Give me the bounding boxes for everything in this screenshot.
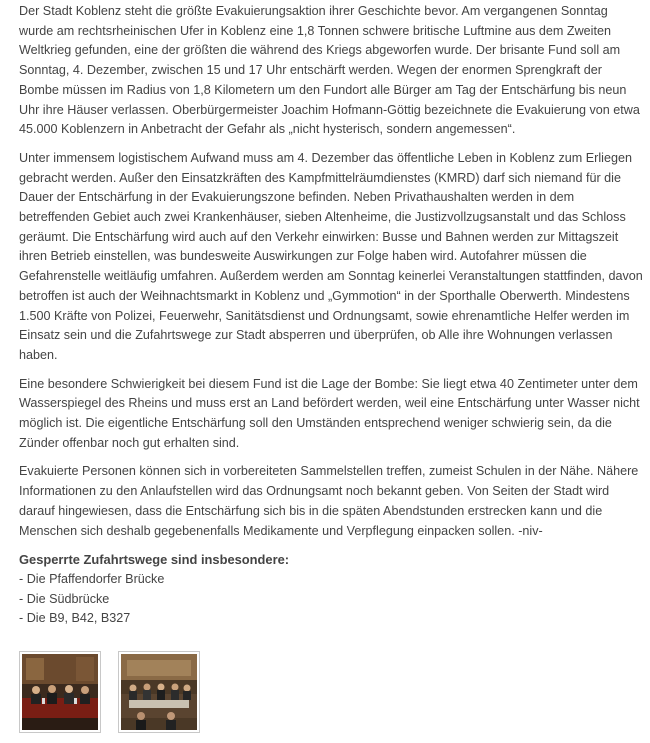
- photo-thumbnail-meeting-room-icon: [121, 654, 197, 730]
- closed-roads-list: [19, 570, 643, 629]
- article-body: [19, 2, 643, 629]
- article-paragraph-4: Evakuierte Personen können sich in vorbereiteten Sammelstellen treffen, zumeist Schulen in der Nähe. Nähere Informationen zu den Anlaufstellen wird das Ordnungsamt noch bekannt geben. Von Seiten der Stadt wird darauf hingewiesen, dass die Entschärfung sich bis in die späten Abendstunden erstrecken kann und die Menschen sich deshalb gegebenenfalls Medikamente und Verpflegung einpacken sollen. -niv-: [19, 464, 639, 538]
- photo-gallery: [19, 651, 200, 733]
- photo-thumbnail-2[interactable]: [118, 651, 200, 733]
- closed-road-item: - Die Südbrücke: [19, 591, 110, 606]
- closed-road-item: - Die B9, B42, B327: [19, 611, 131, 626]
- photo-thumbnail-press-conference-icon: [22, 654, 98, 730]
- article-paragraph-3: Eine besondere Schwierigkeit bei diesem Fund ist die Lage der Bombe: Sie liegt etwa 40 Zentimeter unter dem Wasserspiegel des Rheins und muss erst an Land befördert werden, weil eine Entschärfung unter Wasser nicht möglich ist. Die eigentliche Entschärfung soll den Umständen entsprechend weniger schwierig sein, da die Zünder offenbar noch gut erhalten sind.: [19, 376, 640, 450]
- photo-thumbnail-1[interactable]: [19, 651, 101, 733]
- closed-roads-heading: Gesperrte Zufahrtswege sind insbesondere:: [19, 552, 290, 568]
- closed-road-item: - Die Pfaffendorfer Brücke: [19, 571, 165, 586]
- article-paragraph-1: Der Stadt Koblenz steht die größte Evakuierungsaktion ihrer Geschichte bevor. Am vergangenen Sonntag wurde am rechtsrheinischen Ufer in Koblenz eine 1,8 Tonnen schwere britische Luftmine aus dem Zweiten Weltkrieg gefunden, eine der größten die während des Kriegs abgeworfen wurde. Der brisante Fund soll am Sonntag, 4. Dezember, zwischen 15 und 17 Uhr entschärft werden. Wegen der enormen Sprengkraft der Bombe müssen im Radius von 1,8 Kilometern um den Fundort alle Bürger am Tag der Entschärfung bis neun Uhr ihre Häuser verlassen. Oberbürgermeister Joachim Hofmann-Göttig bezeichnete die Evakuierung von etwa 45.000 Koblenzern in Anbetracht der Gefahr als „nicht hysterisch, sondern angemessen“.: [19, 4, 640, 137]
- article-paragraph-2: Unter immensem logistischem Aufwand muss am 4. Dezember das öffentliche Leben in Koblenz zum Erliegen gebracht werden. Außer den Einsatzkräften des Kampfmittelräumdienstes (KMRD) darf sich niemand für die Dauer der Entschärfung in der Evakuierungszone befinden. Neben Privathaushalten werden in dem betreffenden Gebiet auch zwei Krankenhäuser, sieben Altenheime, die Justizvollzugsanstalt und das Schloss geräumt. Die Entschärfung wird auch auf den Verkehr einwirken: Busse und Bahnen werden zur Mittagszeit ihren Betrieb einstellen, was bundesweite Auswirkungen zur Folge haben wird. Autofahrer müssen die Gefahrenstelle weitläufig umfahren. Außerdem werden am Sonntag keinerlei Veranstaltungen stattfinden, davon betroffen ist auch der Weihnachtsmarkt in Koblenz und „Gymmotion“ in der Sporthalle Oberwerth. Mindestens 1.500 Kräfte von Polizei, Feuerwehr, Sanitätsdienst und Ordnungsamt, sowie ehrenamtliche Helfer werden im Einsatz sein und die Zufahrtswege zur Stadt absperren und überprüfen, ob Alle ihre Wohnungen verlassen haben.: [19, 150, 643, 362]
